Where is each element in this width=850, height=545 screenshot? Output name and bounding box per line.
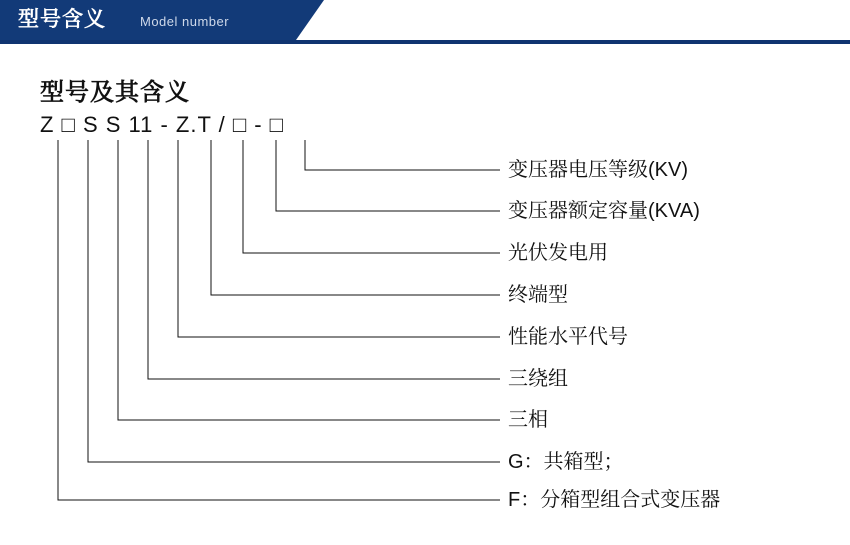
callout-label-three-phase: 三相 xyxy=(508,409,548,431)
callout-label-terminal-type: 终端型 xyxy=(508,284,568,306)
callout-label-rated-capacity: 变压器额定容量(KVA) xyxy=(508,200,700,222)
diagram-title: 型号及其含义 xyxy=(40,79,190,106)
callout-label-performance-code: 性能水平代号 xyxy=(508,326,628,348)
callout-label-three-winding: 三绕组 xyxy=(508,368,568,390)
callout-label-voltage-class: 变压器电压等级(KV) xyxy=(508,159,688,181)
header-title-cn: 型号含义 xyxy=(18,8,106,31)
callout-label-common-box: G：共箱型； xyxy=(508,451,624,473)
callout-label-pv-use: 光伏发电用 xyxy=(508,242,608,264)
header-underline xyxy=(0,40,850,44)
page-header xyxy=(0,0,850,44)
callout-label-separate-box: F：分箱型组合式变压器 xyxy=(508,489,721,511)
model-code-text: Z □ S S 11 - Z.T / □ - □ xyxy=(40,112,284,137)
header-title-en: Model number xyxy=(140,14,230,29)
